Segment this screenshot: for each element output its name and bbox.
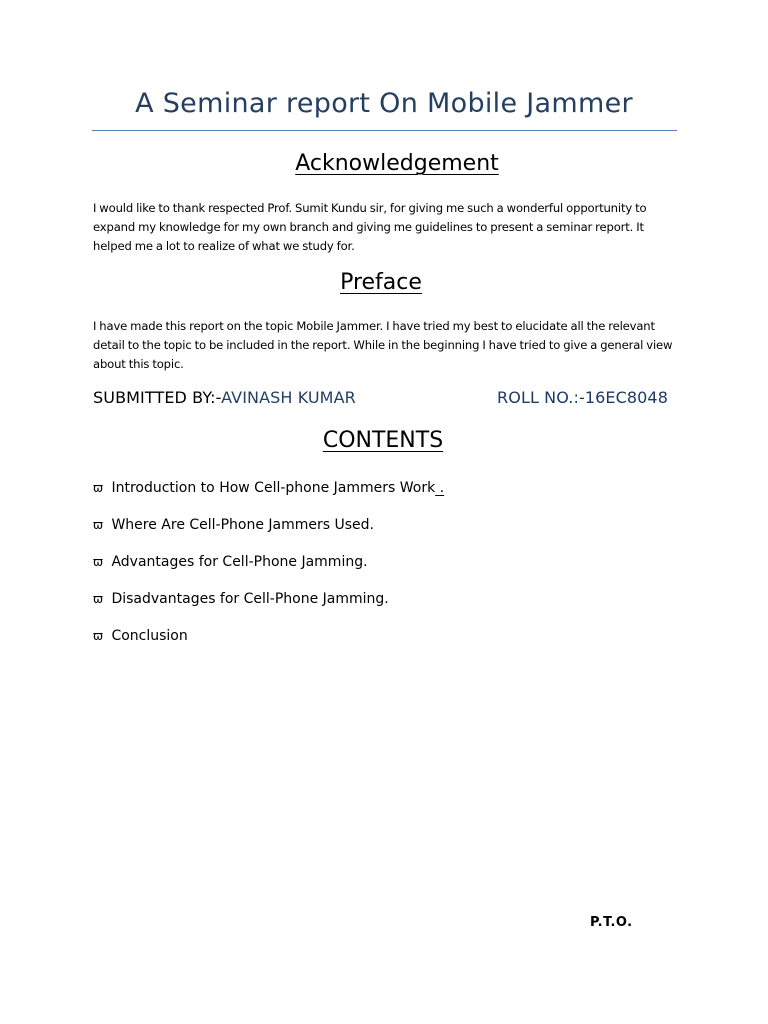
page-title: A Seminar report On Mobile Jammer [135,88,633,119]
preface-heading: Preface [340,270,422,295]
list-item [93,626,444,663]
contents-item-text: Disadvantages for Cell-Phone Jamming. [111,591,389,607]
contents-list [93,478,444,663]
acknowledgement-heading: Acknowledgement [295,151,499,176]
contents-item-text: Conclusion [111,628,188,644]
list-item [93,478,444,515]
bullet-icon: ϖ [93,629,104,643]
list-item [93,552,444,589]
bullet-icon: ϖ [93,592,104,606]
list-item [93,589,444,626]
contents-heading: CONTENTS [322,428,444,453]
pto-note: P.T.O. [590,915,633,930]
list-item [93,515,444,552]
submitted-by-label: SUBMITTED BY:- [93,388,222,407]
bullet-icon: ϖ [93,555,104,569]
acknowledgement-text: I would like to thank respected Prof. Sumit Kundu sir, for giving me such a wonderful opportunity to expand my knowledge for my own branch and giving me guidelines to present a seminar report. It helped me a lot to realize of what we study for. [93,201,647,253]
contents-item-text: Introduction to How Cell-phone Jammers Work [111,480,436,496]
roll-number: ROLL NO.:-16EC8048 [497,388,668,407]
title-divider [92,130,677,131]
bullet-icon: ϖ [93,481,104,495]
contents-item-text: Where Are Cell-Phone Jammers Used. [111,517,375,533]
submitter-name: AVINASH KUMAR [221,388,356,407]
submission-line [93,388,668,407]
bullet-icon: ϖ [93,518,104,532]
contents-item-trail: . [435,480,445,496]
preface-text: I have made this report on the topic Mobile Jammer. I have tried my best to elucidate all the relevant detail to the topic to be included in the report. While in the beginning I have tried to give a general view about this topic. [93,319,673,371]
contents-item-text: Advantages for Cell-Phone Jamming. [111,554,368,570]
